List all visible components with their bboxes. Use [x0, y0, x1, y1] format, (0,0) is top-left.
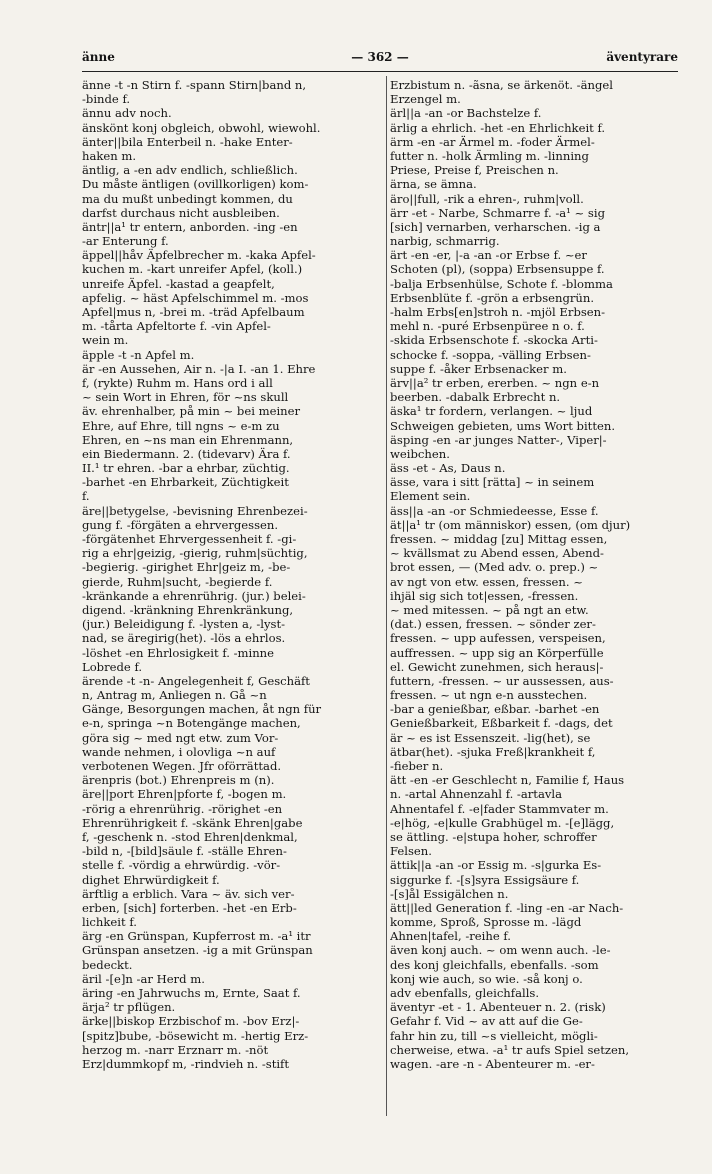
entry-line: -kränkande a ehrenrührig. (jur.) belei-	[82, 588, 306, 603]
entry-line: mehl n. -puré Erbsenpüree n o. f.	[390, 319, 585, 334]
entry-line: -halm Erbs[en]stroh n. -mjöl Erbsen-	[390, 305, 606, 319]
entry-line: även konj auch. ~ om wenn auch. -le-	[390, 943, 611, 958]
entry-line: -bar a genießbar, eßbar. -barhet -en	[390, 702, 600, 717]
entry-line: ärlig a ehrlich. -het -en Ehrlichkeit f.	[390, 120, 606, 135]
entry-line: erben, [sich] forterben. -het -en Erb-	[82, 900, 297, 915]
column-divider	[386, 76, 387, 1116]
entry-line: ärr -et - Narbe, Schmarre f. -a¹ ~ sig	[390, 205, 605, 220]
entry-line: Priese, Preise f, Preischen n.	[390, 163, 559, 178]
entry-line: är ~ es ist Essenszeit. -lig(het), se	[390, 730, 591, 745]
entry-line: äppel||håv Äpfelbrecher m. -kaka Apfel-	[82, 248, 316, 263]
entry-line: Erz|dummkopf m, -rindvieh n. -stift	[82, 1056, 290, 1071]
entry-line: -rörig a ehrenrührig. -rörighet -en	[82, 801, 283, 816]
entry-line: II.¹ tr ehren. -bar a ehrbar, züchtig.	[82, 461, 290, 476]
page-header	[82, 50, 678, 70]
entry-line: [spitz]bube, -bösewicht m. -hertig Erz-	[82, 1028, 309, 1043]
entry-line: weibchen.	[390, 446, 450, 461]
entry-line: bedeckt.	[82, 957, 133, 972]
entry-line: -bild n, -[bild]säule f. -ställe Ehren-	[82, 844, 287, 859]
entry-line: konj wie auch, so wie. -så konj o.	[390, 971, 583, 986]
entry-line: (jur.) Beleidigung f. -lysten a, -lyst-	[82, 617, 286, 632]
entry-line: -e|hög, -e|kulle Grabhügel m. -[e]lägg,	[390, 815, 615, 830]
entry-line: ~ med mitessen. ~ på ngt an etw.	[390, 602, 589, 617]
entry-line: äring -en Jahrwuchs m, Ernte, Saat f.	[82, 986, 301, 1000]
entry-line: wagen. -are -n - Abenteurer m. -er-	[390, 1056, 595, 1071]
entry-line: e-n, springa ~n Botengänge machen,	[82, 716, 301, 731]
entry-line: gung f. -förgäten a ehrvergessen.	[82, 517, 279, 532]
entry-line: beerben. -dabalk Erbrecht n.	[390, 390, 561, 405]
entry-line: cherweise, etwa. -a¹ tr aufs Spiel setzen,	[390, 1042, 630, 1057]
entry-line: Element sein.	[390, 489, 471, 504]
entry-line: ihjäl sig sich tot|essen, -fressen.	[390, 588, 579, 603]
entry-line: ärftlig a erblich. Vara ~ äv. sich ver-	[82, 886, 295, 901]
entry-line: -ar Enterung f.	[82, 234, 169, 249]
entry-line: -förgätenhet Ehrvergessenheit f. -gi-	[82, 532, 297, 546]
entry-line: ärna, se ämna.	[390, 177, 477, 192]
entry-line: herzog m. -narr Erznarr m. -nöt	[82, 1042, 269, 1057]
entry-line: Schweigen gebieten, ums Wort bitten.	[390, 418, 616, 433]
entry-line: n. -artal Ahnenzahl f. -artavla	[390, 787, 563, 802]
entry-line: n, Antrag m, Anliegen n. Gå ~n	[82, 688, 267, 703]
entry-line: ärl||a -an -or Bachstelze f.	[390, 106, 542, 121]
entry-line: -löshet -en Ehrlosigkeit f. -minne	[82, 645, 274, 660]
entry-line: Ehre, auf Ehre, till ngns ~ e-m zu	[82, 418, 280, 433]
entry-line: ärt -en -er, |-a -an -or Erbse f. ~er	[390, 248, 587, 263]
entry-line: des konj gleichfalls, ebenfalls. -som	[390, 957, 599, 972]
entry-line: Gänge, Besorgungen machen, åt ngn für	[82, 702, 322, 717]
entry-line: Ahnentafel f. -e|fader Stammvater m.	[390, 801, 609, 816]
entry-line: äska¹ tr fordern, verlangen. ~ ljud	[390, 404, 593, 419]
entry-line: Du måste äntligen (ovillkorligen) kom-	[82, 177, 309, 192]
entry-line: Erzengel m.	[390, 92, 461, 107]
entry-line: futter n. -holk Ärmling m. -linning	[390, 148, 589, 163]
entry-line: [sich] vernarben, verharschen. -ig a	[390, 219, 601, 234]
entry-line: göra sig ~ med ngt etw. zum Vor-	[82, 730, 279, 745]
entry-line: stelle f. -vördig a ehrwürdig. -vör-	[82, 858, 281, 873]
entry-line: -[s]ål Essigälchen n.	[390, 886, 509, 901]
entry-line: Apfel|mus n, -brei m. -träd Apfelbaum	[82, 305, 305, 319]
entry-line: äre||betygelse, -bevisning Ehrenbezei-	[82, 503, 308, 518]
entry-line: äro||full, -rik a ehren-, ruhm|voll.	[390, 191, 584, 206]
entry-line: ärke||biskop Erzbischof m. -bov Erz|-	[82, 1014, 300, 1029]
entry-line: ärende -t -n- Angelegenheit f, Geschäft	[82, 673, 310, 688]
entry-line: brot essen, — (Med adv. o. prep.) ~	[390, 560, 599, 575]
entry-line: ärm -en -ar Ärmel m. -foder Ärmel-	[390, 134, 595, 149]
entry-line: Gefahr f. Vid ~ av att auf die Ge-	[390, 1014, 583, 1029]
entry-line: äpple -t -n Apfel m.	[82, 347, 195, 362]
entry-line: -skida Erbsenschote f. -skocka Arti-	[390, 333, 598, 348]
entry-line: fressen. ~ upp aufessen, verspeisen,	[390, 631, 606, 646]
header-left-keyword: änne	[82, 50, 115, 64]
entry-line: auffressen. ~ upp sig an Körperfülle	[390, 645, 604, 660]
entry-line: kuchen m. -kart unreifer Apfel, (koll.)	[82, 262, 303, 277]
entry-line: av ngt von etw. essen, fressen. ~	[390, 574, 583, 589]
entry-line: f.	[82, 489, 90, 504]
entry-line: äsping -en -ar junges Natter-, Viper|-	[390, 432, 607, 447]
entry-line: änter||bila Enterbeil n. -hake Enter-	[82, 134, 293, 149]
entry-line: futtern, -fressen. ~ ur aussessen, aus-	[390, 673, 614, 688]
entry-line: ätt -en -er Geschlecht n, Familie f, Haus	[390, 773, 625, 788]
entry-line: siggurke f. -[s]syra Essigsäure f.	[390, 872, 580, 887]
entry-line: dighet Ehrwürdigkeit f.	[82, 872, 220, 887]
entry-line: äv. ehrenhalber, på min ~ bei meiner	[82, 404, 301, 419]
page-number: — 362 —	[351, 50, 409, 64]
entry-line: äril -[e]n -ar Herd m.	[82, 971, 205, 986]
entry-line: apfelig. ~ häst Apfelschimmel m. -mos	[82, 290, 309, 305]
entry-line: äventyr -et - 1. Abenteuer n. 2. (risk)	[390, 1000, 606, 1015]
entry-line: digend. -kränkning Ehrenkränkung,	[82, 602, 294, 617]
entry-line: ässe, vara i sitt [rätta] ~ in seinem	[390, 475, 595, 490]
entry-line: ma du mußt unbedingt kommen, du	[82, 191, 293, 206]
entry-line: Genießbarkeit, Eßbarkeit f. -dags, det	[390, 716, 613, 731]
header-right-keyword: äventyrare	[606, 50, 678, 64]
entry-line: Ehrenrührigkeit f. -skänk Ehren|gabe	[82, 815, 303, 830]
entry-line: -balja Erbsenhülse, Schote f. -blomma	[390, 276, 613, 291]
entry-line: wande nehmen, i olovliga ~n auf	[82, 744, 276, 759]
entry-line: wein m.	[82, 333, 129, 348]
entry-line: är -en Aussehen, Air n. -|a I. -an 1. Ehre	[82, 361, 316, 376]
entry-line: Ahnen|tafel, -reihe f.	[390, 929, 511, 944]
entry-line: (dat.) essen, fressen. ~ sönder zer-	[390, 617, 596, 632]
entry-line: ät||a¹ tr (om människor) essen, (om djur)	[390, 517, 631, 532]
entry-line: schocke f. -soppa, -välling Erbsen-	[390, 347, 591, 362]
entry-line: darfst durchaus nicht ausbleiben.	[82, 205, 280, 220]
right-column	[390, 78, 680, 1071]
entry-line: nad, se äregirig(het). -lös a ehrlos.	[82, 631, 286, 646]
entry-line: ein Biedermann. 2. (tidevarv) Ära f.	[82, 446, 291, 461]
entry-line: verbotenen Wegen. Jfr oförrättad.	[82, 759, 282, 773]
entry-line: äss||a -an -or Schmiedeesse, Esse f.	[390, 503, 599, 518]
entry-line: fressen. ~ middag [zu] Mittag essen,	[390, 532, 608, 546]
entry-line: äre||port Ehren|pforte f, -bogen m.	[82, 787, 287, 802]
entry-line: äntlig, a -en adv endlich, schließlich.	[82, 163, 298, 178]
entry-line: ättik||a -an -or Essig m. -s|gurka Es-	[390, 858, 602, 873]
entry-line: haken m.	[82, 148, 137, 163]
entry-line: Grünspan ansetzen. -ig a mit Grünspan	[82, 943, 313, 958]
entry-line: ~ sein Wort in Ehren, för ~ns skull	[82, 390, 289, 405]
entry-line: ätt||led Generation f. -ling -en -ar Nach-	[390, 900, 624, 915]
entry-line: Felsen.	[390, 844, 432, 859]
entry-line: komme, Sproß, Sprosse m. -lägd	[390, 915, 582, 930]
entry-line: Schoten (pl), (soppa) Erbsensuppe f.	[390, 262, 605, 277]
entry-line: rig a ehr|geizig, -gierig, ruhm|süchtig,	[82, 546, 308, 561]
entry-line: ärenpris (bot.) Ehrenpreis m (n).	[82, 773, 275, 788]
entry-line: se ättling. -e|stupa hoher, schroffer	[390, 829, 597, 844]
entry-line: ännu adv noch.	[82, 106, 172, 121]
entry-line: ~ kvällsmat zu Abend essen, Abend-	[390, 546, 604, 561]
entry-line: el. Gewicht zunehmen, sich heraus|-	[390, 659, 604, 674]
entry-line: gierde, Ruhm|sucht, -begierde f.	[82, 574, 273, 589]
entry-line: -binde f.	[82, 92, 131, 107]
entry-line: adv ebenfalls, gleichfalls.	[390, 986, 540, 1000]
entry-line: f, -geschenk n. -stod Ehren|denkmal,	[82, 829, 298, 844]
entry-line: -barhet -en Ehrbarkeit, Züchtigkeit	[82, 475, 289, 490]
entry-line: änskönt konj obgleich, obwohl, wiewohl.	[82, 120, 321, 135]
entry-line: ärv||a² tr erben, ererben. ~ ngn e-n	[390, 375, 600, 390]
left-column	[82, 78, 375, 1071]
entry-line: ärja² tr pflügen.	[82, 1000, 176, 1015]
entry-line: Lobrede f.	[82, 659, 143, 674]
entry-line: ätbar(het). -sjuka Freß|krankheit f,	[390, 744, 596, 759]
entry-line: narbig, schmarrig.	[390, 234, 500, 249]
entry-line: Erbsenblüte f. -grön a erbsengrün.	[390, 290, 595, 305]
entry-line: fahr hin zu, till ~s vielleicht, mögli-	[390, 1028, 598, 1043]
entry-line: -begierig. -girighet Ehr|geiz m, -be-	[82, 560, 291, 575]
entry-line: unreife Äpfel. -kastad a geapfelt,	[82, 276, 275, 291]
entry-line: suppe f. -åker Erbsenacker m.	[390, 361, 567, 376]
entry-line: -fieber n.	[390, 759, 444, 773]
entry-line: lichkeit f.	[82, 915, 137, 930]
entry-line: f, (rykte) Ruhm m. Hans ord i all	[82, 375, 273, 390]
entry-line: ärg -en Grünspan, Kupferrost m. -a¹ itr	[82, 929, 311, 944]
header-rule	[82, 71, 678, 72]
entry-line: änne -t -n Stirn f. -spann Stirn|band n,	[82, 78, 307, 92]
entry-line: Ehren, en ~ns man ein Ehrenmann,	[82, 432, 294, 447]
entry-line: äntr||a¹ tr entern, anborden. -ing -en	[82, 219, 298, 234]
entry-line: äss -et - As, Daus n.	[390, 461, 506, 476]
entry-line: fressen. ~ ut ngn e-n ausstechen.	[390, 688, 588, 703]
entry-line: m. -tårta Apfeltorte f. -vin Apfel-	[82, 319, 271, 334]
entry-line: Erzbistum n. -ãsna, se ärkenöt. -ängel	[390, 78, 613, 92]
